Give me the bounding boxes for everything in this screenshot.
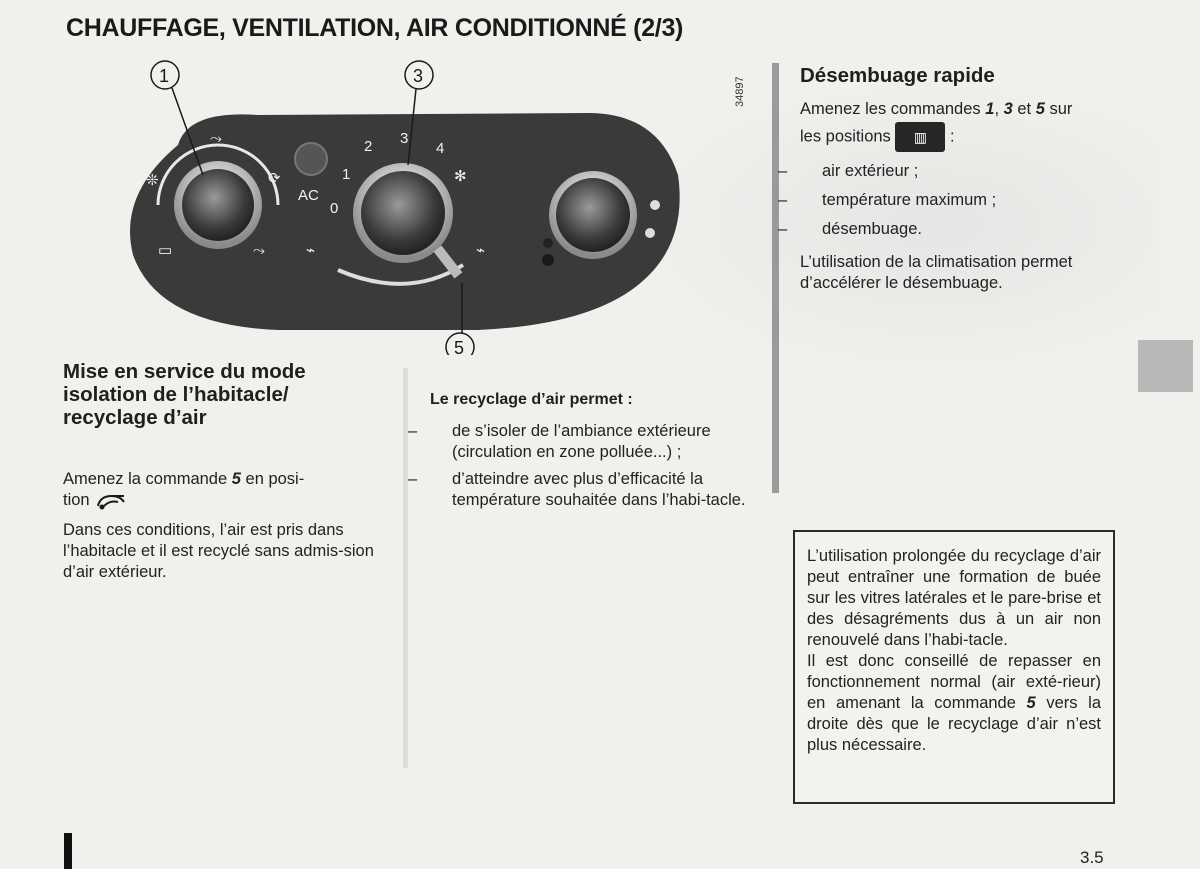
section-marker bbox=[772, 63, 779, 493]
warning-box bbox=[793, 530, 1115, 804]
recirculation-benefits-heading: Le recyclage d’air permet : bbox=[430, 391, 633, 408]
callout-5-label: 5 bbox=[454, 338, 465, 355]
feet-vent-icon: ⟳ bbox=[268, 170, 281, 187]
recirculation-instruction: Amenez la commande 5 en posi- tion bbox=[63, 470, 305, 509]
callout-1-label: 1 bbox=[159, 66, 170, 86]
ac-label: AC bbox=[298, 187, 319, 204]
demist-item-2: – température maximum ; bbox=[778, 191, 997, 209]
recirculation-icon bbox=[94, 492, 130, 510]
demist-item-3: – désembuage. bbox=[778, 220, 922, 238]
fan-icon: ✻ bbox=[454, 168, 467, 185]
demist-item-1: – air extérieur ; bbox=[778, 162, 919, 180]
page-title: CHAUFFAGE, VENTILATION, AIR CONDITIONNÉ (2/3) bbox=[66, 14, 684, 42]
quick-demist-heading: Désembuage rapide bbox=[800, 64, 995, 87]
defrost-icon: ▥ bbox=[895, 122, 945, 152]
outside-air-icon: ⌁ bbox=[476, 242, 486, 259]
demist-note: L’utilisation de la climatisation permet d’accélérer le désembuage. bbox=[800, 253, 1073, 292]
warning-text-1: L’utilisation prolongée du recyclage d’air peut entraîner une formation de buée sur les vitres latérales et le pare-brise et des désagréments dus à un air non renouvelé dans l’habi-tacle. bbox=[807, 547, 1101, 649]
callout-3-label: 3 bbox=[413, 66, 424, 86]
floor-vent-icon: ⤳ bbox=[253, 242, 266, 259]
recirculation-heading: Mise en service du mode isolation de l’habitacle/ recyclage d’air bbox=[63, 360, 306, 429]
fan-speed-knob[interactable] bbox=[353, 163, 453, 263]
corner-mark bbox=[64, 833, 72, 869]
air-distribution-knob[interactable] bbox=[549, 171, 637, 259]
page-number: 3.5 bbox=[1080, 848, 1104, 867]
face-vent-icon: ❊ bbox=[146, 172, 159, 189]
figure-reference: 34897 bbox=[734, 76, 746, 107]
face-feet-icon: ⤳ bbox=[210, 130, 223, 147]
climate-control-panel bbox=[118, 55, 718, 355]
benefit-item-1: – de s’isoler de l’ambiance extérieure (circulation en zone polluée...) ; bbox=[408, 422, 711, 461]
windscreen-demist-icon: ▭ bbox=[158, 242, 173, 259]
chapter-tab bbox=[1138, 340, 1193, 392]
warning-text-2: Il est donc conseillé de repasser en fonctionnement normal (air exté-rieur) en amenant la commande 5 vers la droite dès que le recyclage d’air n’est plus nécessaire. bbox=[807, 652, 1101, 754]
fan-position-4: 4 bbox=[436, 140, 445, 157]
recirculation-description: Dans ces conditions, l’air est pris dans l’habitacle et il est recyclé sans admis-sion d’air extérieur. bbox=[63, 521, 374, 581]
fan-position-2: 2 bbox=[364, 138, 373, 155]
quick-demist-instruction: Amenez les commandes 1, 3 et 5 sur les positions ▥ : bbox=[800, 97, 1122, 152]
benefit-item-2: – d’atteindre avec plus d’efficacité la température souhaitée dans l’habi-tacle. bbox=[408, 470, 746, 509]
fan-position-3: 3 bbox=[400, 130, 409, 147]
fan-position-0: 0 bbox=[330, 200, 339, 217]
recirculation-icon: ⌁ bbox=[306, 242, 316, 259]
fan-position-1: 1 bbox=[342, 166, 351, 183]
